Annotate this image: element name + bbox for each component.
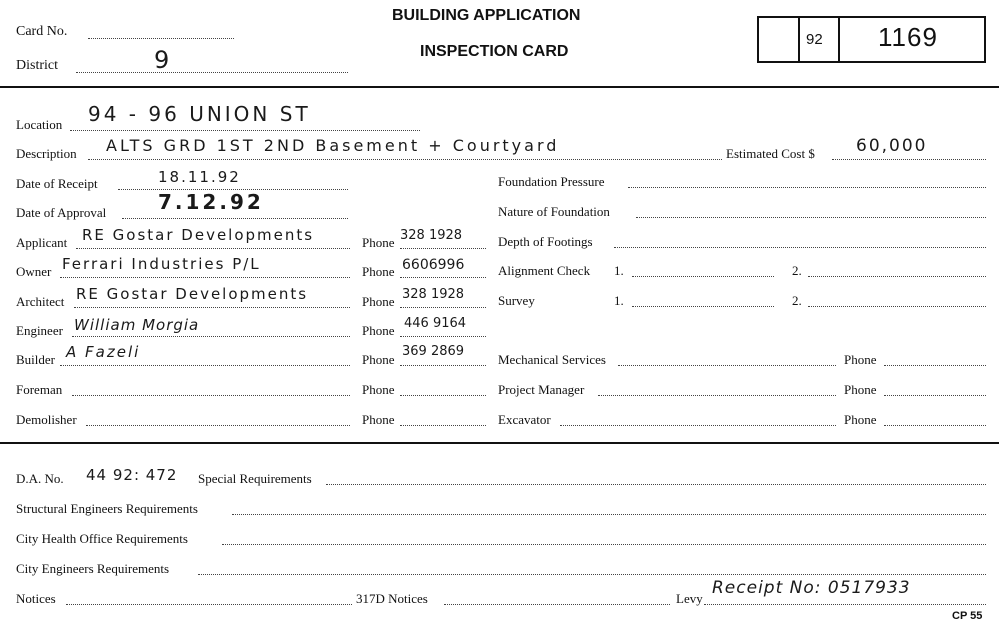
alignment-one-label: 1. xyxy=(614,263,624,278)
special-requirements-label: Special Requirements xyxy=(198,471,312,486)
estimated-cost-label: Estimated Cost $ xyxy=(726,146,815,161)
excavator-phone-label: Phone xyxy=(844,412,877,427)
da-no-value: 44 92: 472 xyxy=(86,466,178,484)
engineer-phone-label: Phone xyxy=(362,323,395,338)
owner-value: Ferrari Industries P/L xyxy=(62,255,261,273)
description-value: ALTS GRD 1ST 2ND Basement + Courtyard xyxy=(106,136,560,155)
excavator-label: Excavator xyxy=(498,412,551,427)
project-manager-phone-field[interactable] xyxy=(884,395,986,396)
mechanical-field[interactable] xyxy=(618,365,836,366)
mechanical-phone-label: Phone xyxy=(844,352,877,367)
notices-317d-field[interactable] xyxy=(444,604,670,605)
title-line-2: INSPECTION CARD xyxy=(420,43,569,60)
architect-field[interactable] xyxy=(74,307,350,308)
engineer-phone-value: 446 9164 xyxy=(404,316,467,331)
health-field[interactable] xyxy=(222,544,986,545)
nature-foundation-field[interactable] xyxy=(636,217,986,218)
architect-value: RE Gostar Developments xyxy=(76,285,309,303)
estimated-cost-value: 60,000 xyxy=(856,136,928,156)
builder-label: Builder xyxy=(16,352,55,367)
builder-value: A Fazeli xyxy=(66,343,141,361)
district-label: District xyxy=(16,58,58,73)
engineer-value: William Morgia xyxy=(74,316,200,334)
date-receipt-label: Date of Receipt xyxy=(16,176,98,191)
survey-one-label: 1. xyxy=(614,293,624,308)
architect-phone-value: 328 1928 xyxy=(402,287,465,302)
engineer-phone-field[interactable] xyxy=(400,336,486,337)
survey-label: Survey xyxy=(498,293,535,308)
location-field[interactable] xyxy=(70,130,420,131)
depth-footings-field[interactable] xyxy=(614,247,986,248)
date-approval-field[interactable] xyxy=(122,218,348,219)
levy-value: Receipt No: 0517933 xyxy=(712,578,911,598)
description-field[interactable] xyxy=(88,159,722,160)
da-no-label: D.A. No. xyxy=(16,471,64,486)
survey-two-label: 2. xyxy=(792,293,802,308)
demolisher-field[interactable] xyxy=(86,425,350,426)
builder-phone-field[interactable] xyxy=(400,365,486,366)
levy-label: Levy xyxy=(676,591,703,606)
engineer-label: Engineer xyxy=(16,323,63,338)
box-number: 1169 xyxy=(878,22,938,52)
engineers-requirements-field[interactable] xyxy=(198,574,986,575)
excavator-phone-field[interactable] xyxy=(884,425,986,426)
builder-phone-value: 369 2869 xyxy=(402,344,465,359)
location-value: 94 - 96 UNION ST xyxy=(88,102,311,126)
foreman-phone-label: Phone xyxy=(362,382,395,397)
owner-phone-value: 6606996 xyxy=(402,257,465,273)
project-manager-field[interactable] xyxy=(598,395,836,396)
owner-label: Owner xyxy=(16,264,52,279)
date-approval-value: 7.12.92 xyxy=(158,190,264,214)
nature-foundation-label: Nature of Foundation xyxy=(498,204,610,219)
survey-two-field[interactable] xyxy=(808,306,986,307)
date-approval-label: Date of Approval xyxy=(16,205,107,220)
notices-label: Notices xyxy=(16,591,56,606)
box-divider-2 xyxy=(838,16,840,63)
form-code: CP 55 xyxy=(952,610,983,622)
applicant-phone-value: 328 1928 xyxy=(400,228,463,243)
builder-phone-label: Phone xyxy=(362,352,395,367)
health-label: City Health Office Requirements xyxy=(16,531,188,546)
section-rule xyxy=(0,442,999,444)
card-no-field[interactable] xyxy=(88,38,234,39)
owner-phone-field[interactable] xyxy=(400,277,486,278)
project-manager-phone-label: Phone xyxy=(844,382,877,397)
engineer-field[interactable] xyxy=(72,336,350,337)
mechanical-label: Mechanical Services xyxy=(498,352,606,367)
title-line-1: BUILDING APPLICATION xyxy=(392,7,581,24)
levy-field[interactable] xyxy=(704,604,986,605)
excavator-field[interactable] xyxy=(560,425,836,426)
structural-label: Structural Engineers Requirements xyxy=(16,501,198,516)
foundation-pressure-field[interactable] xyxy=(628,187,986,188)
engineers-requirements-label: City Engineers Requirements xyxy=(16,561,170,576)
description-label: Description xyxy=(16,146,77,161)
applicant-field[interactable] xyxy=(76,248,350,249)
alignment-two-field[interactable] xyxy=(808,276,986,277)
alignment-two-label: 2. xyxy=(792,263,802,278)
card-number-box xyxy=(757,16,986,63)
district-value: 9 xyxy=(154,46,173,74)
owner-field[interactable] xyxy=(60,277,350,278)
date-receipt-value: 18.11.92 xyxy=(158,168,241,186)
applicant-phone-field[interactable] xyxy=(400,248,486,249)
architect-phone-label: Phone xyxy=(362,294,395,309)
demolisher-phone-label: Phone xyxy=(362,412,395,427)
location-label: Location xyxy=(16,117,63,132)
notices-317d-label: 317D Notices xyxy=(356,591,428,606)
foreman-label: Foreman xyxy=(16,382,63,397)
architect-phone-field[interactable] xyxy=(400,307,486,308)
box-year: 92 xyxy=(806,31,823,48)
special-requirements-field[interactable] xyxy=(326,484,986,485)
depth-footings-label: Depth of Footings xyxy=(498,234,593,249)
alignment-check-label: Alignment Check xyxy=(498,263,591,278)
survey-one-field[interactable] xyxy=(632,306,774,307)
card-no-label: Card No. xyxy=(16,24,68,39)
header-rule xyxy=(0,86,999,88)
box-divider-1 xyxy=(798,16,800,63)
applicant-label: Applicant xyxy=(16,235,68,250)
notices-field[interactable] xyxy=(66,604,352,605)
architect-label: Architect xyxy=(16,294,65,309)
estimated-cost-field[interactable] xyxy=(832,159,986,160)
project-manager-label: Project Manager xyxy=(498,382,585,397)
demolisher-phone-field[interactable] xyxy=(400,425,486,426)
structural-field[interactable] xyxy=(232,514,986,515)
foundation-pressure-label: Foundation Pressure xyxy=(498,174,605,189)
alignment-one-field[interactable] xyxy=(632,276,774,277)
district-field[interactable] xyxy=(76,72,348,73)
demolisher-label: Demolisher xyxy=(16,412,77,427)
foreman-field[interactable] xyxy=(72,395,350,396)
applicant-phone-label: Phone xyxy=(362,235,395,250)
mechanical-phone-field[interactable] xyxy=(884,365,986,366)
foreman-phone-field[interactable] xyxy=(400,395,486,396)
applicant-value: RE Gostar Developments xyxy=(82,226,315,244)
owner-phone-label: Phone xyxy=(362,264,395,279)
builder-field[interactable] xyxy=(60,365,350,366)
